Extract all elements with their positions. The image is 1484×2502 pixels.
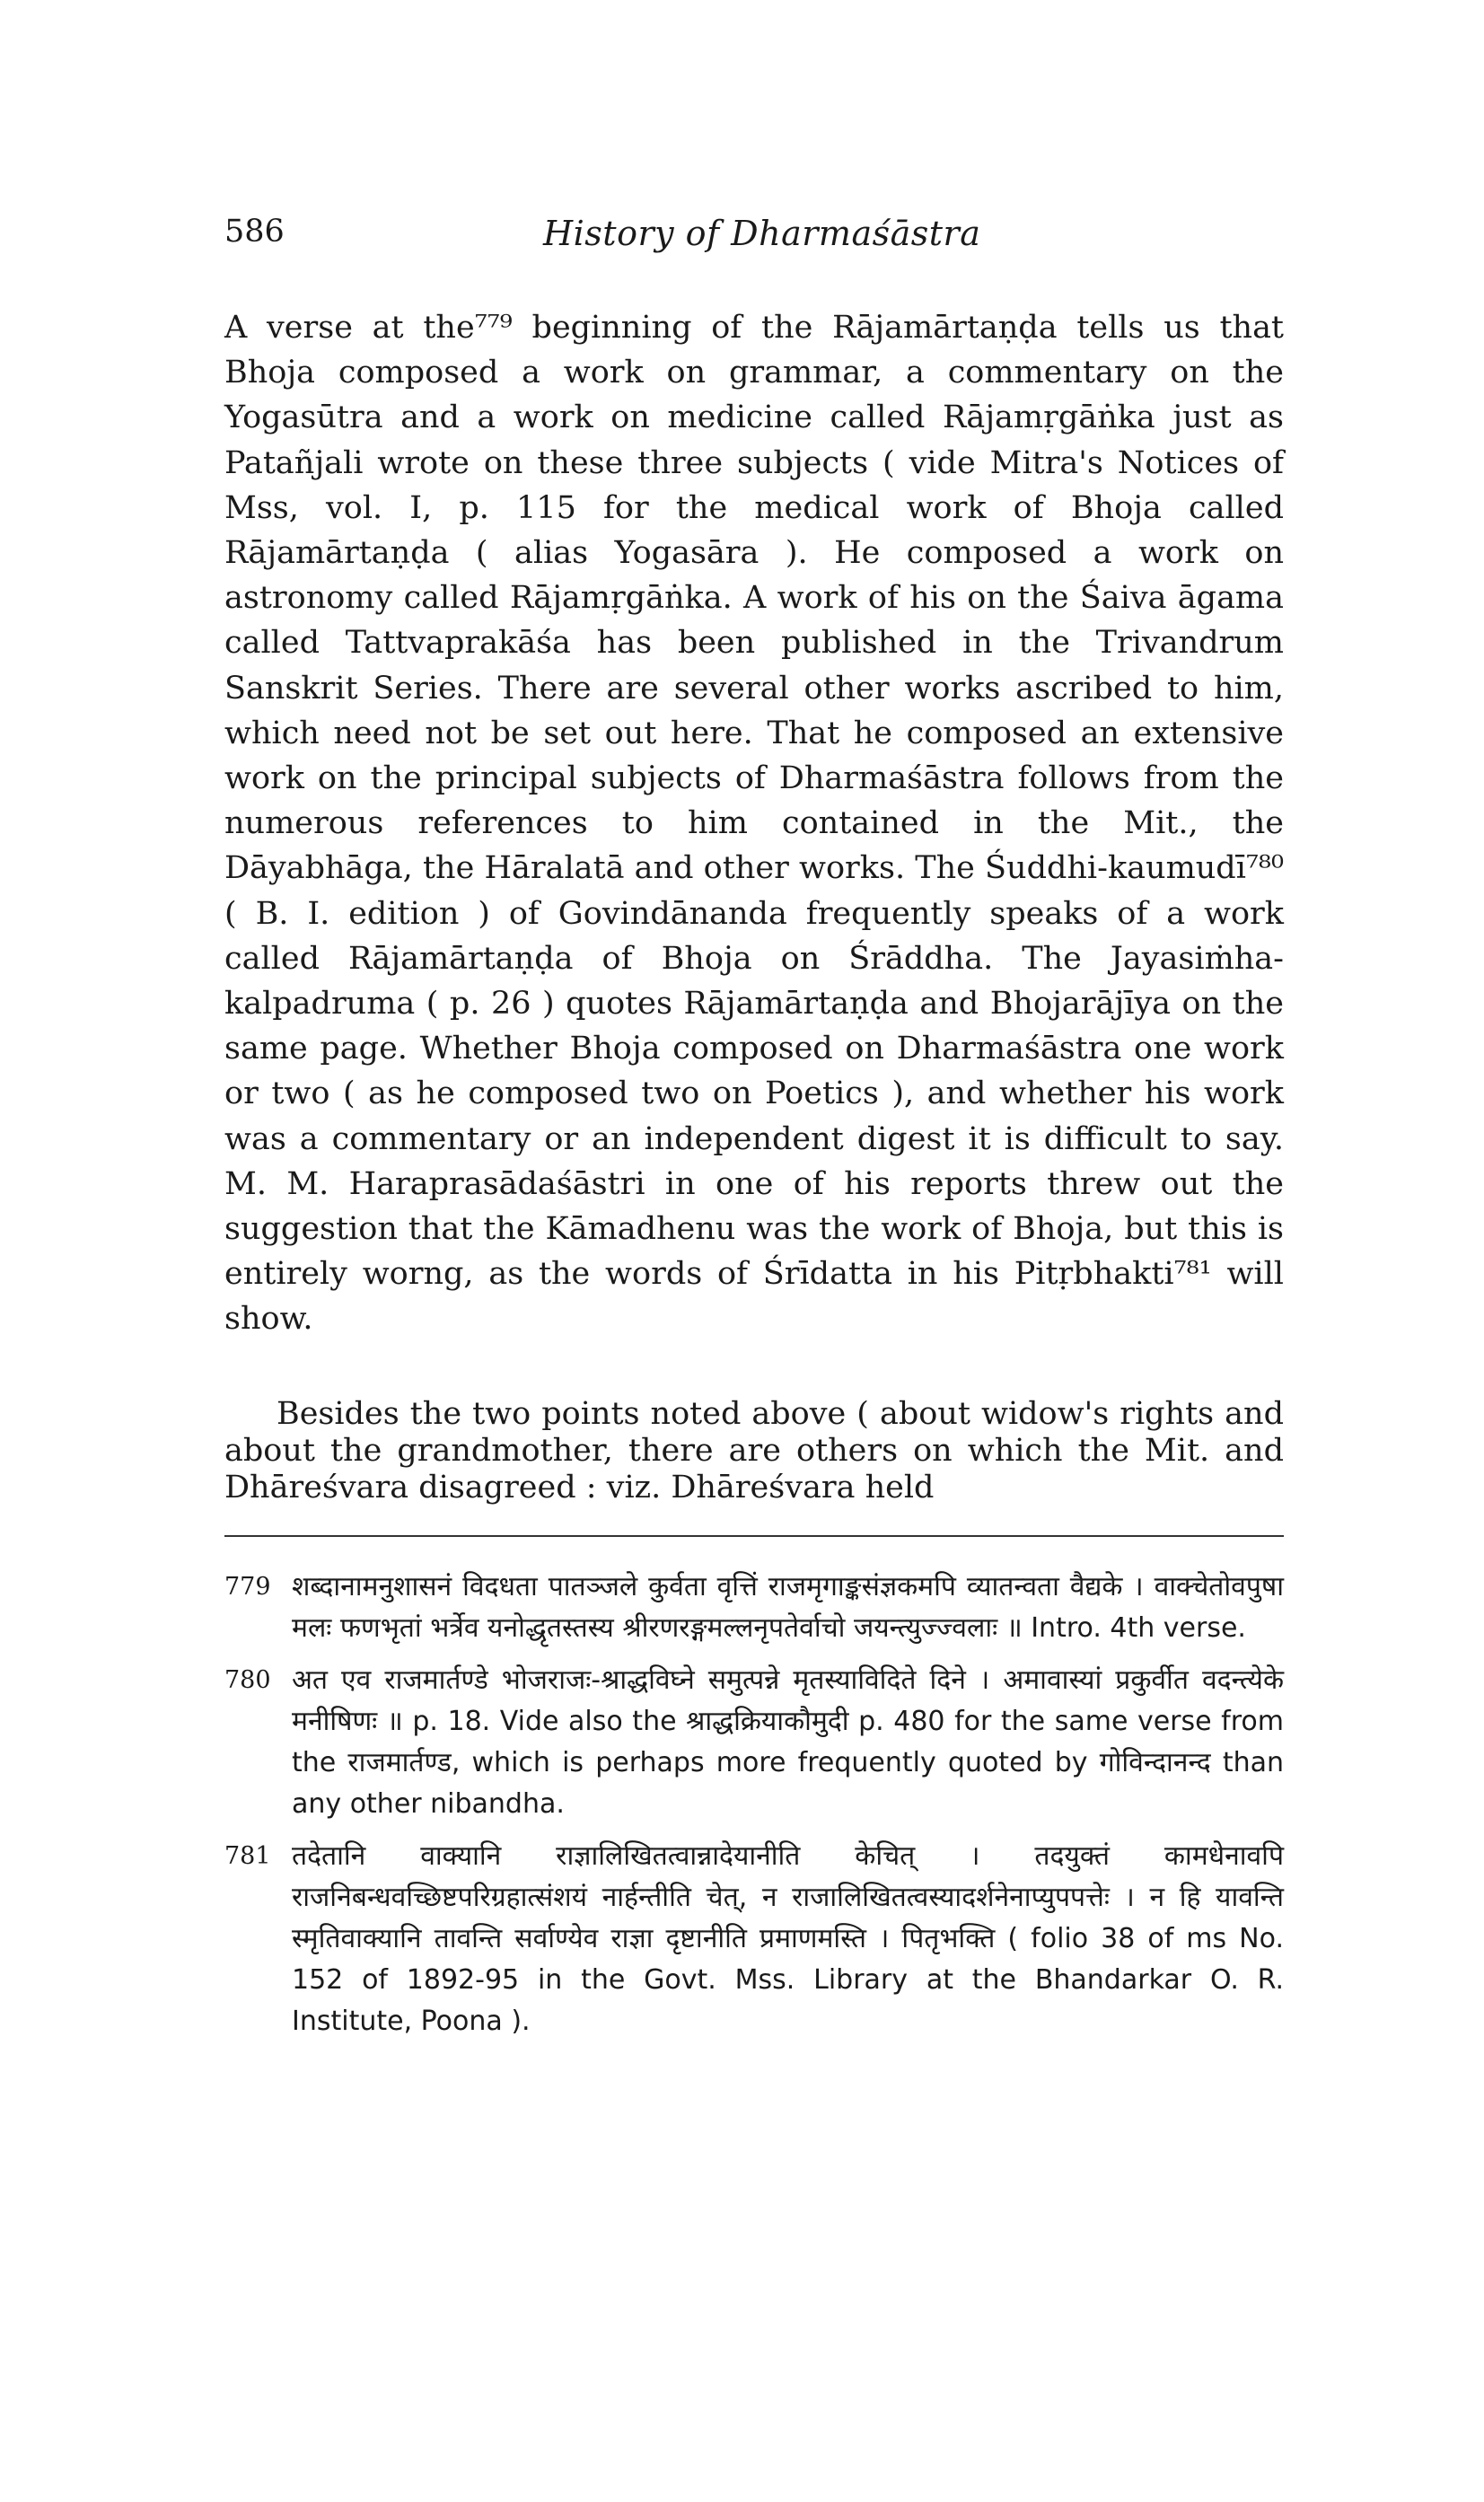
running-title: History of Dharmaśāstra xyxy=(543,214,981,253)
main-text xyxy=(224,305,1284,1342)
footnote-number: 780 xyxy=(224,1666,271,1694)
paragraph: A verse at the⁷⁷⁹ beginning of the Rājamārtaṇḍa tells us that Bhoja composed a work on grammar, a commentary on the Yogasūtra and a work on medicine called Rājamṛgāṅka just as Patañjali wrote on these three subjects ( vide Mitra's Notices of Mss, vol. I, p. 115 for the medical work of Bhoja called Rājamārtaṇḍa ( alias Yogasāra ). He composed a work on astronomy called Rājamṛgāṅka. A work of his on the Śaiva āgama called Tattvaprakāśa has been published in the Trivandrum Sanskrit Series. There are several other works ascribed to him, which need not be set out here. That he composed an extensive work on the principal subjects of Dharmaśāstra follows from the numerous references to him contained in the Mit., the Dāyabhāga, the Hāralatā and other works. The Śuddhi-kaumudī⁷⁸⁰ ( B. I. edition ) of Govindānanda frequently speaks of a work called Rājamārtaṇḍa of Bhoja on Śrāddha. The Jayasiṁha-kalpadruma ( p. 26 ) quotes Rājamārtaṇḍa and Bhojarājīya on the same page. Whether Bhoja composed on Dharmaśāstra one work or two ( as he composed two on Poetics ), and whether his work was a commentary or an independent digest it is difficult to say. M. M. Haraprasādaśāstri in one of his reports threw out the suggestion that the Kāmadhenu was the work of Bhoja, but this is entirely worng, as the words of Śrīdatta in his Pitṛbhakti⁷⁸¹ will show. xyxy=(224,310,1284,1338)
footnote-text: अत एव राजमार्तण्डे भोजराजः-श्राद्धविघ्ने समुत्पन्ने मृतस्याविदिते दिने । अमावास्यां प्रकुर्वीत वदन्त्येके मनीषिणः ॥ p. 18. Vide also the श्राद्धक्रियाकौमुदी p. 480 for the same verse from the राजमार्तण्ड, which is perhaps more frequently quoted by गोविन्दानन्द than any other nibandha. xyxy=(292,1664,1284,1820)
footnote-number: 781 xyxy=(224,1842,271,1870)
footnote-text: तदेतानि वाक्यानि राज्ञालिखितत्वान्नादेयानीति केचित् । तदयुक्तं कामधेनावपि राजनिबन्धवच्छिष्टपरिग्रहात्संशयं नार्हन्तीति चेत्, न राजालिखितत्वस्यादर्शनेनाप्युपपत्तेः । न हि यावन्ति स्मृतिवाक्यानि तावन्ति सर्वाण्येव राज्ञा दृष्टानीति प्रमाणमस्ति । पितृभक्ति ( folio 38 of ms No. 152 of 1892-95 in the Govt. Mss. Library at the Bhandarkar O. R. Institute, Poona ). xyxy=(292,1840,1284,2037)
footnote-number: 779 xyxy=(224,1573,271,1601)
footnotes xyxy=(224,1567,1284,2053)
page-header xyxy=(224,214,1284,268)
footnote xyxy=(224,1836,1284,2042)
footnote-divider xyxy=(224,1535,1284,1537)
footnote xyxy=(224,1567,1284,1649)
footnote-text: शब्दानामनुशासनं विदधता पातञ्जले कुर्वता वृत्तिं राजमृगाङ्कसंज्ञकमपि व्यातन्वता वैद्यके । वाक्चेतोवपुषा मलः फणभृतां भर्त्रेव यनोद्धृतस्तस्य श्रीरणरङ्गमल्लनृपतेर्वाचो जयन्त्युज्ज्वलाः ॥ Intro. 4th verse. xyxy=(292,1571,1284,1644)
paragraph: Besides the two points noted above ( about widow's rights and about the grandmother, there are others on which the Mit. and Dhāreśvara disagreed : viz. Dhāreśvara held xyxy=(224,1396,1284,1506)
page-number: 586 xyxy=(224,214,285,250)
footnote xyxy=(224,1660,1284,1825)
